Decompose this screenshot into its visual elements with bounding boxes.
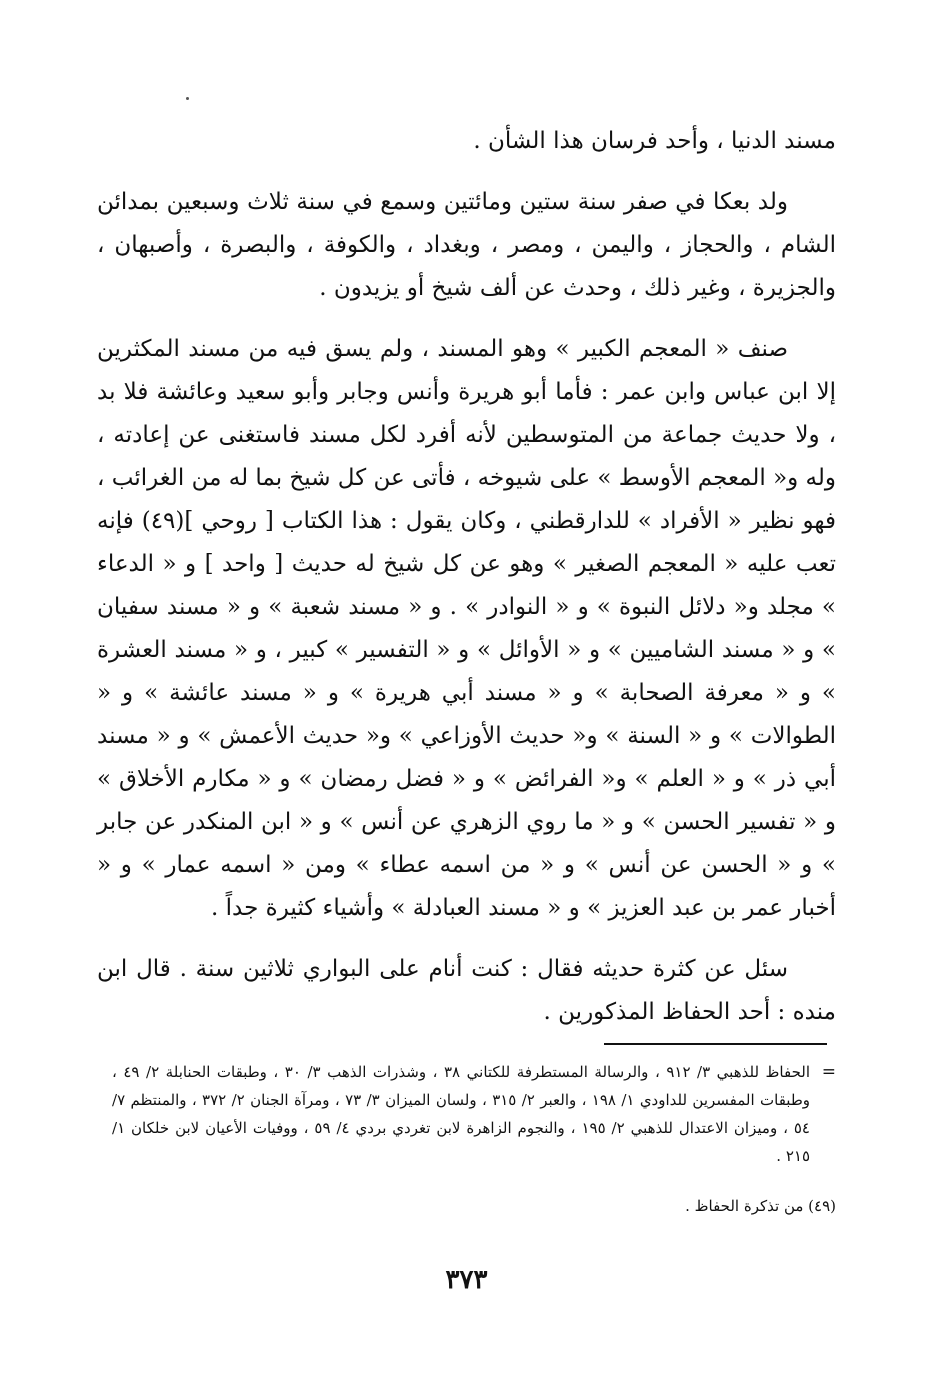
main-text [97, 120, 836, 1052]
footnotes [112, 1058, 836, 1220]
paragraph-birth: ولد بعكا في صفر سنة ستين ومائتين وسمع في سنة ثلاث وسبعين بمدائن الشام ، والحجاز ، واليمن ، ومصر ، وبغداد ، والكوفة ، والبصرة ، وأصبهان ، والجزيرة ، وغير ذلك ، وحدث عن ألف شيخ أو يزيدون . [97, 189, 836, 301]
footnote-continuation [112, 1058, 836, 1170]
continuation-mark: = [821, 1062, 836, 1082]
footnote-divider [604, 1043, 827, 1045]
paragraph-hadith-count: سئل عن كثرة حديثه فقال : كنت أنام على البواري ثلاثين سنة . قال ابن منده : أحد الحفاظ المذكورين . [97, 956, 836, 1025]
page-number: ٣٧٣ [445, 1265, 488, 1295]
paragraph-works: صنف « المعجم الكبير » وهو المسند ، ولم يسق فيه من مسند المكثرين إلا ابن عباس وابن عمر : فأما أبو هريرة وأنس وجابر وأبو سعيد وعائشة فلا بد ، ولا حديث جماعة من المتوسطين لأنه أفرد لكل مسند فاستغنى عن إعادته ، وله و« المعجم الأوسط » على شيوخه ، فأتى عن كل شيخ بما له من الغرائب ، فهو نظير « الأفراد » للدارقطني ، وكان يقول : هذا الكتاب [ روحي ](٤٩) فإنه تعب عليه « المعجم الصغير » وهو عن كل شيخ له حديث [ واحد ] و « الدعاء » مجلد و« دلائل النبوة » و « النوادر » . و « مسند شعبة » و « مسند سفيان » و « مسند الشاميين » و « الأوائل » و « التفسير » كبير ، و « مسند العشرة » و « معرفة الصحابة » و « مسند أبي هريرة » و « مسند عائشة » و « الطوالات » و « السنة » و« حديث الأوزاعي » و« حديث الأعمش » و « مسند أبي ذر » و « العلم » و« الفرائض » و « فضل رمضان » و « مكارم الأخلاق » و « تفسير الحسن » و « ما روي الزهري عن أنس » و « ابن المنكدر عن جابر » و « الحسن عن أنس » و « من اسمه عطاء » ومن « اسمه عمار » و « أخبار عمر بن عبد العزيز » و « مسند العبادلة » وأشياء كثيرة جداً . [97, 336, 836, 921]
paragraph-opening: مسند الدنيا ، وأحد فرسان هذا الشأن . [473, 128, 836, 154]
footnote-continuation-text: الحفاظ للذهبي ٣/ ٩١٢ ، والرسالة المستطرفة للكتاني ٣٨ ، وشذرات الذهب ٣/ ٣٠ ، وطبقات الحنابلة ٢/ ٤٩ ، وطبقات المفسرين للداودي ١/ ١٩٨ ، والعبر ٢/ ٣١٥ ، ولسان الميزان ٣/ ٧٣ ، ومرآة الجنان ٢/ ٣٧٢ ، والمنتظم ٧/ ٥٤ ، وميزان الاعتدال للذهبي ٢/ ١٩٥ ، والنجوم الزاهرة لابن تغردي بردي ٤/ ٥٩ ، ووفيات الأعيان لابن خلكان ١/ ٢١٥ . [112, 1063, 811, 1165]
footnote-49: (٤٩) من تذكرة الحفاظ . [685, 1197, 836, 1215]
scan-speck [186, 97, 189, 100]
